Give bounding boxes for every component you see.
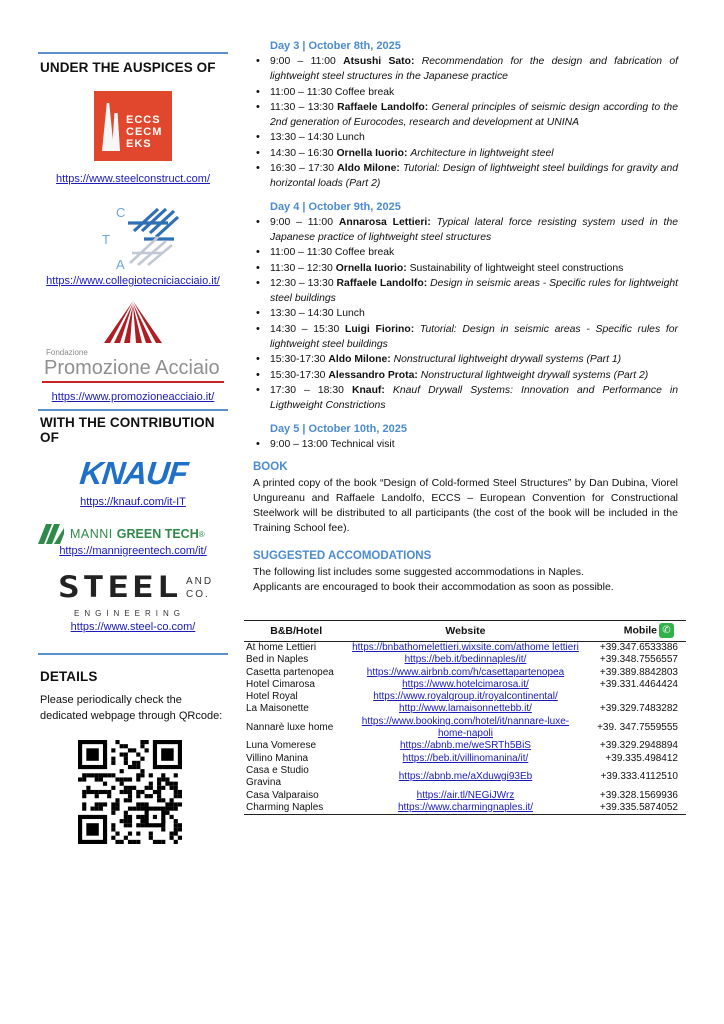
collegio-link[interactable]: https://www.collegiotecniciacciaio.it/ — [46, 275, 220, 287]
schedule-item — [253, 276, 678, 307]
hotel-website-link[interactable]: https://www.charmingnaples.it/ — [397, 801, 533, 813]
qr-code[interactable] — [78, 740, 182, 844]
hotel-name: Villino Manina — [246, 752, 309, 764]
divider — [38, 653, 228, 655]
schedule-time: 11:30 – 13:30 — [270, 101, 334, 113]
schedule-speaker: Aldo Milone: — [328, 354, 391, 366]
table-row — [244, 679, 686, 691]
hotel-website-link[interactable]: https://beb.it/villinomanina/it/ — [402, 752, 529, 764]
book-text: A printed copy of the book “Design of Cold-formed Steel Structures” by Dan Dubina, Viorel Ungureanu and Raffaele Landolfo, ECCS – European Convention for Constructional Steelwork will be distributed to all participants (the cost of the book will be included in the Training School fee). — [253, 476, 678, 534]
schedule-time: 12:30 – 13:30 — [270, 277, 334, 289]
table-row — [244, 753, 686, 765]
accommodations-heading: SUGGESTED ACCOMODATIONS — [253, 549, 432, 562]
hotel-mobile: +39.333.4112510 — [600, 771, 678, 783]
schedule — [253, 40, 678, 452]
schedule-title: Technical visit — [330, 438, 395, 450]
table-row — [244, 790, 686, 802]
schedule-item — [253, 322, 678, 353]
hotel-website-link[interactable]: https://abnb.me/weSRTh5BiS — [399, 740, 531, 752]
schedule-item — [253, 146, 678, 161]
divider — [38, 52, 228, 54]
schedule-speaker: Luigi Fiorino: — [344, 323, 415, 335]
hotel-name: Luna Vomerese — [246, 740, 317, 752]
promozione-acciaio-logo: Fondazione Promozione Acciaio — [38, 301, 228, 383]
hotel-mobile: +39.331.4464424 — [599, 678, 678, 690]
hotel-name: Bed in Naples — [246, 654, 309, 666]
hotel-name: Casetta partenopea — [246, 666, 334, 678]
svg-text:A: A — [116, 257, 125, 272]
knauf-logo: KNAUF — [77, 455, 189, 491]
schedule-item — [253, 306, 678, 321]
schedule-speaker: Aldo Milone: — [337, 163, 400, 175]
hotel-mobile: +39.389.8842803 — [599, 666, 678, 678]
schedule-title: Design in seismic areas - Specific rules for lightweight steel buildings — [270, 277, 679, 305]
hotel-name: At home Lettieri — [246, 642, 317, 653]
hotel-mobile: +39.329.7483282 — [599, 703, 678, 715]
steelconstruct-link[interactable]: https://www.steelconstruct.com/ — [55, 173, 211, 185]
table-row — [244, 691, 686, 703]
hotel-mobile: +39.329.2948894 — [599, 740, 678, 752]
whatsapp-icon: ✆ — [659, 623, 674, 638]
table-row — [244, 740, 686, 752]
schedule-time: 11:00 – 11:30 — [270, 86, 333, 98]
knauf-link[interactable]: https://knauf.com/it-IT — [80, 496, 186, 508]
schedule-title: Tutorial: Design of lightweight steel buildings for gravity and horizontal loads (Part 2) — [270, 163, 679, 190]
schedule-title: General principles of seismic design according to the 2nd generation of Eurocodes, research and development at UNINA — [270, 101, 678, 129]
schedule-speaker: Ornella Iuorio: — [335, 262, 407, 274]
schedule-item — [253, 54, 678, 85]
accommodations-table — [244, 620, 686, 815]
schedule-title: Nonstructural lightweight drywall systems (Part 2) — [420, 369, 649, 381]
divider — [38, 409, 228, 411]
schedule-speaker: Knauf: — [351, 384, 385, 396]
hotel-name: Hotel Cimarosa — [246, 678, 315, 690]
details-heading: DETAILS — [40, 669, 98, 684]
schedule-item — [253, 261, 678, 276]
schedule-item — [253, 437, 678, 452]
hotel-name: Hotel Royal — [246, 691, 298, 703]
hotel-website-link[interactable]: https://www.hotelcimarosa.it/ — [402, 678, 529, 690]
promozione-link[interactable]: https://www.promozioneacciaio.it/ — [51, 391, 215, 403]
schedule-time: 13:30 – 14:30 — [270, 308, 334, 320]
schedule-list — [253, 215, 678, 414]
schedule-speaker: Atsushi Sato: — [343, 56, 415, 67]
hotel-mobile: +39.328.1569936 — [599, 789, 678, 801]
svg-text:C: C — [116, 205, 126, 220]
schedule-item — [253, 161, 678, 192]
schedule-item — [253, 383, 678, 414]
hotel-name: Casa e Studio Gravina — [246, 764, 309, 789]
schedule-time: 15:30-17:30 — [270, 369, 326, 381]
column-header-website: Website — [348, 621, 582, 642]
table-row — [244, 765, 686, 790]
schedule-title: Lunch — [336, 132, 365, 144]
hotel-name: Charming Naples — [244, 802, 348, 815]
schedule-speaker: Raffaele Landolfo: — [336, 277, 428, 289]
table-row — [244, 716, 686, 741]
hotel-website-link[interactable]: https://beb.it/bedinnaples/it/ — [404, 654, 527, 666]
steelco-link[interactable]: https://www.steel-co.com/ — [70, 621, 196, 633]
hotel-mobile: +39. 347.7559555 — [597, 721, 678, 733]
hotel-name: La Maisonette — [246, 703, 309, 715]
hotel-name: Nannarè luxe home — [246, 721, 334, 733]
hotel-website-link[interactable]: https://bnbathomelettieri.wixsite.com/athome lettieri — [352, 642, 579, 653]
details-text: Please periodically check the dedicated webpage through QRcode: — [40, 694, 223, 722]
table-row — [244, 703, 686, 715]
schedule-title: Nonstructural lightweight drywall systems (Part 1) — [393, 354, 622, 366]
schedule-item — [253, 85, 678, 100]
auspices-heading: UNDER THE AUSPICES OF — [40, 60, 216, 75]
hotel-mobile: +39.347.6533386 — [599, 642, 678, 653]
schedule-time: 9:00 – 11:00 — [270, 56, 336, 67]
schedule-title: Lunch — [336, 308, 365, 320]
manni-green-tech-logo: MANNI GREEN TECH ® — [38, 524, 228, 544]
hotel-website-link[interactable]: http://www.lamaisonnettebb.it/ — [399, 703, 532, 715]
table-row — [244, 667, 686, 679]
table-row — [244, 802, 686, 815]
column-header-mobile: Mobile ✆ — [582, 621, 686, 642]
schedule-title: Recommendation for the design and fabrication of lightweight steel structures in the Japanese practice — [270, 56, 679, 83]
schedule-list — [253, 54, 678, 192]
day-heading: Day 5 | October 10th, 2025 — [270, 422, 407, 435]
schedule-item — [253, 100, 678, 131]
hotel-website-link[interactable]: https://www.airbnb.com/h/casettapartenopea — [366, 666, 565, 678]
accommodations-line1: The following list includes some suggested accommodations in Naples. — [253, 565, 584, 578]
schedule-time: 11:00 – 11:30 — [270, 247, 333, 259]
schedule-speaker: Annarosa Lettieri: — [338, 216, 431, 228]
hotel-website-link[interactable]: https://www.royalgroup.it/royalcontinental/ — [373, 691, 558, 703]
schedule-time: 16:30 – 17:30 — [270, 163, 335, 175]
hotel-mobile — [582, 691, 686, 703]
schedule-list — [253, 437, 678, 452]
schedule-item — [253, 368, 678, 383]
schedule-title: Sustainability of lightweight steel constructions — [409, 262, 624, 274]
schedule-time: 13:30 – 14:30 — [270, 132, 334, 144]
hotel-mobile: +39.348.7556557 — [599, 654, 678, 666]
day-heading: Day 3 | October 8th, 2025 — [270, 40, 401, 52]
left-sidebar — [38, 52, 228, 849]
table-row — [244, 654, 686, 666]
eccs-logo: ECCS CECM EKS — [94, 91, 172, 161]
schedule-item — [253, 215, 678, 246]
schedule-title: Knauf Drywall Systems: Innovation and Performance in Ligthweight Constrictions — [270, 384, 679, 412]
schedule-time: 11:30 – 12:30 — [270, 262, 333, 274]
schedule-title: Typical lateral force resisting system used in the Japanese practice of lightweight steel structures — [270, 216, 678, 243]
hotel-mobile: +39.335.498412 — [605, 752, 678, 764]
schedule-speaker: Alessandro Prota: — [328, 369, 418, 381]
hotel-website-link[interactable]: https://air.tl/NEGiJWrz — [416, 789, 515, 801]
cta-logo — [58, 203, 208, 273]
hotel-mobile: +39.335.5874052 — [582, 802, 686, 815]
schedule-time: 15:30-17:30 — [270, 354, 326, 366]
schedule-title: Architecture in lightweight steel — [410, 147, 554, 159]
schedule-time: 17:30 – 18:30 — [270, 384, 344, 396]
hotel-website-link[interactable]: https://www.booking.com/hotel/it/nannare-luxe-home-napoli — [361, 715, 570, 740]
contribution-heading: WITH THE CONTRIBUTION OF — [40, 415, 215, 445]
schedule-time: 14:30 – 16:30 — [270, 147, 334, 159]
svg-text:T: T — [102, 232, 110, 247]
manni-link[interactable]: https://mannigreentech.com/it/ — [59, 545, 207, 557]
schedule-title: Coffee break — [334, 247, 395, 259]
schedule-item — [253, 352, 678, 367]
schedule-item — [253, 245, 678, 260]
day-heading: Day 4 | October 9th, 2025 — [270, 200, 401, 213]
book-heading: BOOK — [253, 460, 288, 473]
schedule-item — [253, 130, 678, 145]
main-content — [253, 40, 678, 595]
schedule-time: 9:00 – 13:00 — [270, 438, 328, 450]
schedule-title: Coffee break — [334, 86, 395, 98]
accommodations-line2: Applicants are encouraged to book their accommodation as soon as possible. — [253, 580, 614, 593]
hotel-name: Casa Valparaiso — [246, 789, 319, 801]
hotel-website-link[interactable]: https://abnb.me/aXduwgi93Eb — [398, 771, 533, 783]
table-row — [244, 642, 686, 655]
schedule-speaker: Ornella Iuorio: — [336, 147, 408, 159]
schedule-time: 9:00 – 11:00 — [270, 216, 333, 228]
schedule-speaker: Raffaele Landolfo: — [337, 101, 429, 113]
steel-and-co-logo: STEEL AND CO. ENGINEERING — [58, 570, 214, 618]
column-header-name: B&B/Hotel — [244, 621, 348, 642]
schedule-time: 14:30 – 15:30 — [270, 323, 340, 335]
schedule-title: Tutorial: Design in seismic areas - Specific rules for lightweight steel buildings — [270, 323, 678, 351]
